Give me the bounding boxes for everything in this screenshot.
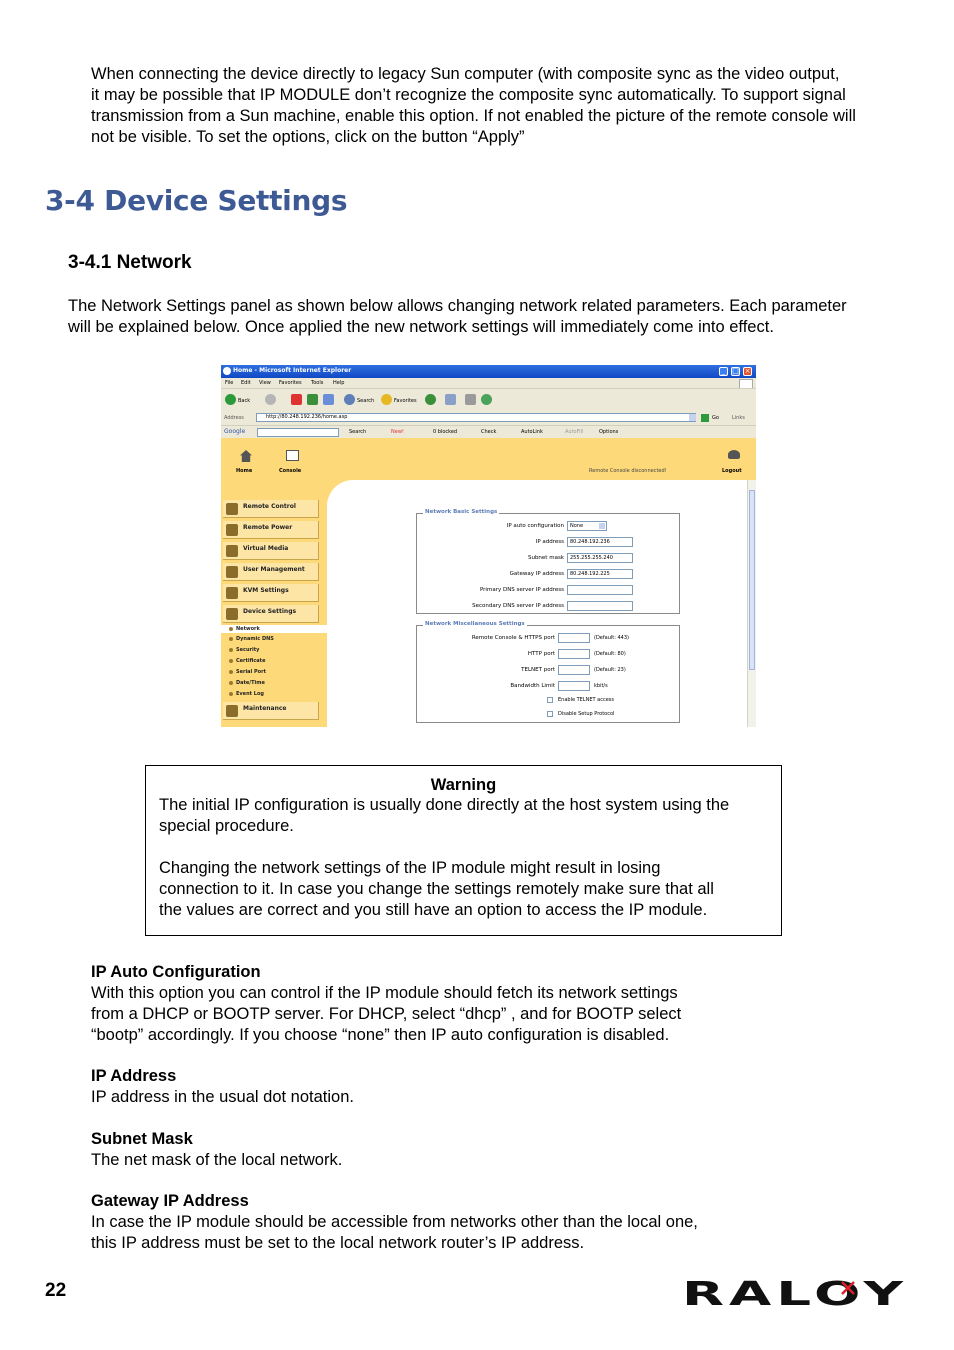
sidebar-item-label: Device Settings	[243, 608, 297, 615]
links-label[interactable]: Links	[732, 415, 745, 421]
menu-help[interactable]: Help	[333, 380, 345, 386]
fieldset-legend: Network Basic Settings	[425, 509, 498, 515]
remote-control-icon	[226, 503, 238, 515]
warning-box	[145, 765, 782, 936]
logo-text: RALOY	[682, 1278, 908, 1308]
section-ip-auto-configuration	[91, 962, 891, 1046]
section-title: IP Address	[91, 1067, 177, 1085]
section-title: IP Auto Configuration	[91, 963, 261, 981]
submenu-serial-port[interactable]: Serial Port	[229, 669, 266, 675]
power-icon	[226, 524, 238, 536]
chevron-down-icon	[599, 523, 605, 529]
section-line: The net mask of the local network.	[91, 1151, 343, 1169]
page-number: 22	[45, 1280, 67, 1301]
field-label: Secondary DNS server IP address	[472, 603, 564, 609]
kvm-icon	[226, 587, 238, 599]
field-label: IP address	[535, 539, 564, 545]
warning-line: special procedure.	[159, 817, 294, 835]
section-line: “bootp” accordingly. If you choose “none” then IP auto configuration is disabled.	[91, 1026, 670, 1044]
menu-file[interactable]: File	[225, 380, 234, 386]
select-value: None	[570, 523, 584, 529]
intro-line: When connecting the device directly to legacy Sun computer (with composite sync as the video output,	[91, 65, 840, 83]
raloy-logo	[682, 1278, 910, 1308]
network-intro-line: will be explained below. Once applied the new network settings will immediately come into effect.	[68, 318, 774, 336]
section-title: Subnet Mask	[91, 1130, 193, 1148]
sidebar-item-label: Remote Control	[243, 503, 296, 510]
stop-icon[interactable]	[291, 394, 302, 405]
home-nav-icon[interactable]	[240, 450, 252, 462]
menu-edit[interactable]: Edit	[241, 380, 251, 386]
intro-line: not be visible. To set the options, click on the button “Apply”	[91, 128, 525, 146]
submenu-network[interactable]: Network	[229, 626, 260, 632]
close-icon[interactable]: ×	[744, 367, 751, 375]
browser-menubar	[221, 378, 756, 388]
logout-icon[interactable]	[728, 450, 740, 459]
sidebar-maintenance[interactable]	[223, 702, 319, 720]
section-line: With this option you can control if the IP module should fetch its network settings	[91, 984, 678, 1002]
field-label: Primary DNS server IP address	[479, 587, 564, 593]
intro-paragraph	[91, 64, 921, 148]
field-hint: (Default: 23)	[594, 667, 626, 673]
checkbox-label: Enable TELNET access	[558, 697, 615, 703]
field-label: IP auto configuration	[506, 523, 564, 529]
browser-titlebar	[221, 365, 756, 378]
warning-line: The initial IP configuration is usually done directly at the host system using the	[159, 796, 730, 814]
http-port-field[interactable]	[558, 649, 590, 659]
intro-line: transmission from a Sun machine, enable this option. If not enabled the picture of the remote console will	[91, 107, 856, 125]
options-button[interactable]: Options	[599, 429, 619, 435]
menu-tools[interactable]: Tools	[311, 380, 324, 386]
media-icon	[226, 545, 238, 557]
forward-icon[interactable]	[265, 394, 276, 405]
network-basic-settings	[416, 509, 680, 614]
sidebar-item-label: Virtual Media	[243, 545, 289, 552]
field-hint: (Default: 443)	[594, 635, 629, 641]
scrollbar-thumb[interactable]	[749, 490, 755, 670]
back-icon[interactable]	[225, 394, 236, 405]
autofill-button[interactable]: AutoFill	[565, 429, 584, 435]
submenu-event-log[interactable]: Event Log	[229, 691, 264, 697]
search-label[interactable]: Search	[357, 398, 375, 404]
favorites-icon[interactable]	[381, 394, 392, 405]
field-label: Remote Console & HTTPS port	[471, 635, 555, 641]
field-label: Gateway IP address	[509, 571, 564, 577]
google-search-input[interactable]	[257, 428, 339, 437]
field-hint: kbit/s	[594, 683, 608, 689]
print-icon[interactable]	[465, 394, 476, 405]
https-port-field[interactable]	[558, 633, 590, 643]
bandwidth-limit-field[interactable]	[558, 681, 590, 691]
section-line: this IP address must be set to the local network router’s IP address.	[91, 1234, 585, 1252]
app-header	[221, 438, 756, 480]
section-gateway-ip-address	[91, 1191, 891, 1254]
telnet-port-field[interactable]	[558, 665, 590, 675]
sidebar-item-label: User Management	[243, 566, 305, 573]
chevron-down-icon[interactable]	[689, 414, 696, 421]
section-subnet-mask	[91, 1129, 891, 1171]
section-title: Gateway IP Address	[91, 1192, 249, 1210]
field-hint: (Default: 80)	[594, 651, 626, 657]
warning-spacer	[159, 837, 774, 858]
back-label[interactable]: Back	[238, 398, 251, 404]
enable-telnet-checkbox[interactable]	[547, 697, 553, 703]
subnet-mask-field[interactable]: 255.255.255.240	[567, 553, 633, 563]
device-icon	[226, 608, 238, 620]
intro-line: it may be possible that IP MODULE don’t recognize the composite sync automatically. To support signal	[91, 86, 846, 104]
secondary-dns-field[interactable]	[567, 601, 633, 611]
go-arrow-icon[interactable]	[701, 414, 709, 422]
section-heading: 3-4 Device Settings	[45, 184, 348, 217]
fieldset-legend: Network Miscellaneous Settings	[425, 621, 525, 627]
network-misc-settings	[416, 621, 680, 723]
browser-toolbar	[221, 388, 756, 411]
sidebar-kvm-settings[interactable]	[223, 584, 319, 602]
mail-icon[interactable]	[445, 394, 456, 405]
submenu-date-time[interactable]: Date/Time	[229, 680, 265, 686]
home-nav-label[interactable]: Home	[236, 468, 253, 474]
warning-line: connection to it. In case you change the settings remotely make sure that all	[159, 880, 714, 898]
submenu-security[interactable]: Security	[229, 647, 259, 653]
menu-favorites[interactable]: Favorites	[279, 380, 302, 386]
history-icon[interactable]	[425, 394, 436, 405]
search-icon[interactable]	[344, 394, 355, 405]
primary-dns-field[interactable]	[567, 585, 633, 595]
menu-view[interactable]: View	[259, 380, 271, 386]
google-toolbar	[221, 425, 756, 438]
console-nav-icon[interactable]	[286, 450, 299, 461]
field-label: HTTP port	[527, 651, 555, 657]
address-input[interactable]: http://80.248.192.236/home.asp	[256, 413, 696, 422]
section-ip-address	[91, 1066, 891, 1108]
go-label[interactable]: Go	[712, 415, 719, 421]
checkbox-label: Disable Setup Protocol	[558, 711, 615, 717]
address-bar	[221, 410, 756, 425]
section-line: from a DHCP or BOOTP server. For DHCP, select “dhcp” , and for BOOTP select	[91, 1005, 682, 1023]
field-label: Subnet mask	[527, 555, 564, 561]
section-line: In case the IP module should be accessible from networks other than the local one,	[91, 1213, 698, 1231]
ip-auto-config-select[interactable]	[567, 521, 607, 531]
warning-line: Changing the network settings of the IP module might result in losing	[159, 859, 661, 877]
section-line: IP address in the usual dot notation.	[91, 1088, 354, 1106]
network-intro-paragraph	[68, 296, 928, 338]
field-label: TELNET port	[521, 667, 555, 673]
check-button[interactable]: Check	[481, 429, 497, 435]
favorites-label[interactable]: Favorites	[394, 398, 417, 404]
sidebar-remote-control[interactable]	[223, 500, 319, 518]
network-intro-line: The Network Settings panel as shown below allows changing network related parameters. Each parameter	[68, 297, 847, 315]
submenu-dynamic-dns[interactable]: Dynamic DNS	[229, 636, 274, 642]
warning-title: Warning	[430, 776, 497, 794]
minimize-icon[interactable]: _	[719, 367, 728, 376]
subsection-heading: 3-4.1 Network	[68, 252, 192, 273]
submenu-certificate[interactable]: Certificate	[229, 658, 265, 664]
ie-icon	[223, 367, 231, 375]
sidebar-virtual-media[interactable]	[223, 542, 319, 560]
users-icon	[226, 566, 238, 578]
ip-address-field[interactable]: 80.248.192.236	[567, 537, 633, 547]
network-settings-panel	[327, 480, 747, 727]
google-logo: Google	[224, 428, 246, 435]
sidebar-device-settings[interactable]	[223, 605, 319, 623]
sidebar-item-label: Remote Power	[243, 524, 293, 531]
app-sidebar	[221, 480, 327, 727]
warning-line: the values are correct and you still have an option to access the IP module.	[159, 901, 708, 919]
network-settings-screenshot	[221, 365, 756, 727]
connection-status: Remote Console disconnected!	[589, 468, 667, 474]
popup-blocked-label[interactable]: 0 blocked	[433, 429, 458, 435]
field-label: Bandwidth Limit	[510, 683, 555, 689]
address-label: Address	[224, 415, 244, 421]
disable-setup-protocol-checkbox[interactable]	[547, 711, 553, 717]
google-search-button[interactable]: Search	[349, 429, 367, 435]
messenger-icon[interactable]	[481, 394, 492, 405]
window-title: Home - Microsoft Internet Explorer	[233, 367, 352, 374]
logout-label[interactable]: Logout	[722, 468, 742, 474]
sidebar-item-label: Maintenance	[243, 705, 287, 712]
sidebar-item-label: KVM Settings	[243, 587, 289, 594]
page-scrollbar[interactable]	[747, 480, 756, 727]
google-new-badge: New!	[391, 429, 404, 435]
refresh-icon[interactable]	[307, 394, 318, 405]
maximize-icon[interactable]: □	[732, 367, 739, 375]
autolink-button[interactable]: AutoLink	[521, 429, 543, 435]
gateway-ip-field[interactable]: 80.248.192.225	[567, 569, 633, 579]
home-icon[interactable]	[323, 394, 334, 405]
tools-icon	[226, 705, 238, 717]
console-nav-label[interactable]: Console	[279, 468, 302, 474]
sidebar-user-management[interactable]	[223, 563, 319, 581]
sidebar-remote-power[interactable]	[223, 521, 319, 539]
